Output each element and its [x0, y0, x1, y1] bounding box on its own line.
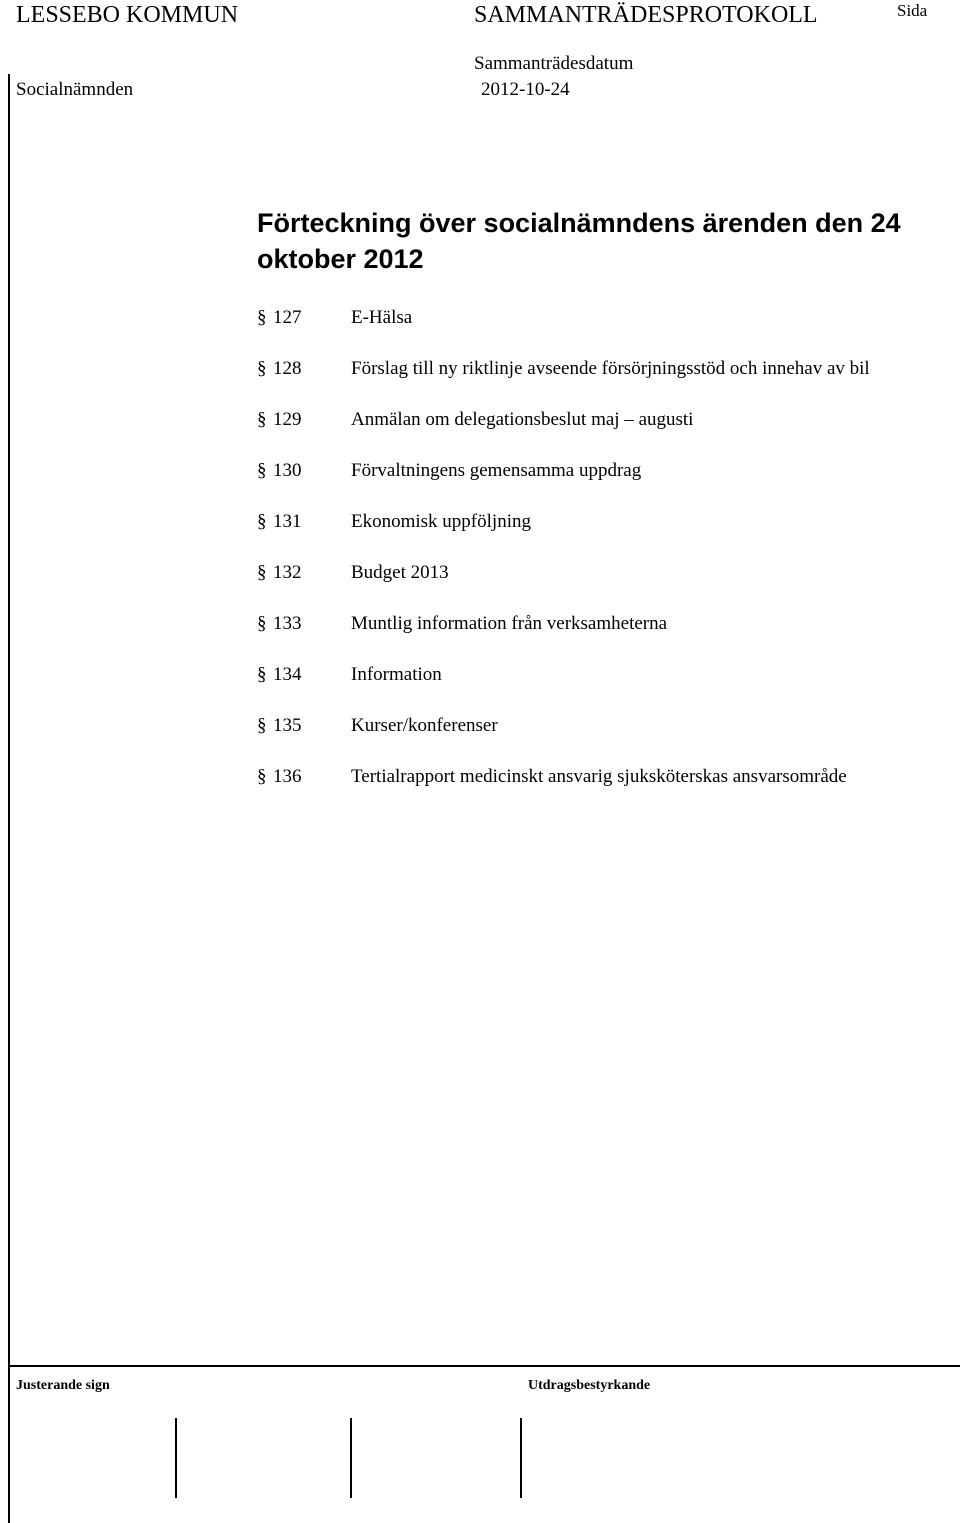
signature-divider	[350, 1418, 352, 1498]
agenda-item-text: Budget 2013	[351, 562, 449, 583]
agenda-item-text: E-Hälsa	[351, 307, 413, 328]
agenda-item-number: 135	[273, 715, 302, 736]
committee-name: Socialnämnden	[16, 79, 134, 100]
section-symbol: §	[257, 409, 267, 430]
agenda-item	[257, 662, 957, 688]
agenda-item-number: 133	[273, 613, 302, 634]
agenda-item	[257, 509, 957, 535]
left-margin-rule	[8, 74, 10, 1523]
agenda-item	[257, 407, 957, 433]
justerande-sign-label: Justerande sign	[16, 1378, 110, 1393]
agenda-item-number: 131	[273, 511, 302, 532]
municipality-name: LESSEBO KOMMUN	[16, 2, 239, 28]
agenda-item	[257, 713, 957, 739]
agenda-list	[257, 305, 957, 815]
page-label: Sida	[897, 1, 928, 20]
agenda-item-text: Information	[351, 664, 442, 685]
section-symbol: §	[257, 358, 267, 379]
agenda-item-number: 134	[273, 664, 302, 685]
agenda-item-text: Anmälan om delegationsbeslut maj – augusti	[351, 409, 694, 430]
section-symbol: §	[257, 613, 267, 634]
agenda-item-number: 136	[273, 766, 302, 787]
section-symbol: §	[257, 664, 267, 685]
agenda-item-text: Förvaltningens gemensamma uppdrag	[351, 460, 642, 481]
agenda-item	[257, 458, 957, 484]
agenda-item-text: Förslag till ny riktlinje avseende försörjningsstöd och innehav av bil	[351, 358, 870, 379]
section-symbol: §	[257, 715, 267, 736]
document-type: SAMMANTRÄDESPROTOKOLL	[474, 2, 818, 28]
agenda-item-number: 129	[273, 409, 302, 430]
agenda-item-text: Ekonomisk uppföljning	[351, 511, 531, 532]
utdragsbestyrkande-label: Utdragsbestyrkande	[528, 1378, 651, 1393]
signature-divider	[175, 1418, 177, 1498]
section-symbol: §	[257, 766, 267, 787]
agenda-item	[257, 764, 957, 790]
footer-rule	[10, 1365, 960, 1367]
signature-divider	[520, 1418, 522, 1498]
section-symbol: §	[257, 307, 267, 328]
document-title: Förteckning över socialnämndens ärenden den 24 oktober 2012	[257, 208, 901, 274]
section-symbol: §	[257, 460, 267, 481]
agenda-item-text: Tertialrapport medicinskt ansvarig sjuksköterskas ansvarsområde	[351, 766, 847, 787]
agenda-item-number: 132	[273, 562, 302, 583]
agenda-item-number: 128	[273, 358, 302, 379]
agenda-item	[257, 305, 957, 331]
agenda-item-number: 130	[273, 460, 302, 481]
agenda-item	[257, 560, 957, 586]
section-symbol: §	[257, 511, 267, 532]
agenda-item-text: Muntlig information från verksamheterna	[351, 613, 668, 634]
agenda-item	[257, 611, 957, 637]
agenda-item-text: Kurser/konferenser	[351, 715, 498, 736]
section-symbol: §	[257, 562, 267, 583]
agenda-item-number: 127	[273, 307, 302, 328]
meeting-date-value: 2012-10-24	[481, 79, 570, 100]
meeting-date-label: Sammanträdesdatum	[474, 53, 634, 74]
agenda-item	[257, 356, 957, 382]
